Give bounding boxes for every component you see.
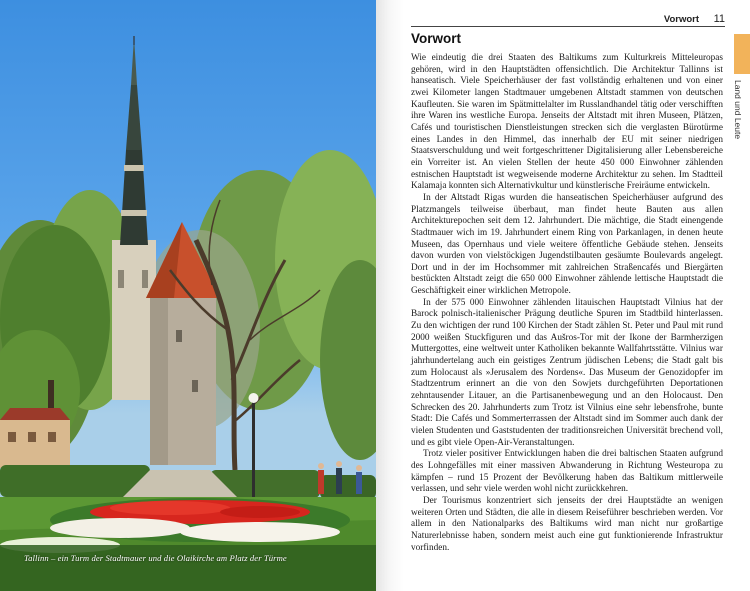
article-body — [411, 53, 723, 554]
paragraph-4: Trotz vieler positiver Entwicklungen haben die drei baltischen Staaten aufgrund des Lohngefälles mit einer massiven Abwanderung in Richtung Westeuropa zu kämpfen – rund 15 Prozent der Bevölkerung haben das Baltikum mittlerweile verlassen, und sehr viele werden wohl nicht zurückkehren. — [411, 449, 723, 495]
page-title: Vorwort — [411, 31, 461, 46]
paragraph-2: In der Altstadt Rigas wurden die hanseatischen Speicherhäuser aufgrund des Platzmangels teilweise überbaut, man findet heute Bauten aus allen Architekturepochen seit dem 12. Jahrhundert. Die mächtige, die Stadt einengende Stadtmauer wich im 19. Jahrhundert einem Ring von Parkanlagen, in denen heute Museen, das Opernhaus und viele weitere öffentliche Gebäude stehen. Jenseits davon wurden von vielstöckigen Jugendstilbauten gesäumte Boulevards angelegt. Dort und in der im Hochsommer mit zahlreichen Straßencafés und Biergärten bestückten Altstadt zeigt die 650 000 Einwohner zählende lettische Hauptstadt die Geschäftigkeit einer wirklichen Metropole. — [411, 192, 723, 297]
paragraph-1: Wie eindeutig die drei Staaten des Baltikums zum Kulturkreis Mitteleuropas gehören, wird in den Hauptstädten offensichtlich. Die Architektur Tallinns ist hanseatisch. Viele Speicherhäuser der fast vollständig erhaltenen und von einer zwei Kilometer langen Stadtmauer umgebenen Altstadt stammen von deutschen Kaufleuten. Sie waren im Spätmittelalter im Russlandhandel tätig oder verschifften ihre Waren ins westliche Europa. Jenseits der Altstadt mit ihren Museen, Plätzen, Cafés und touristischen Dienstleistungen strecken sich die verglasten Bürotürme eines Landes in den Himmel, das innerhalb der EU mit seiner niedrigen Staatsverschuldung und weit fortgeschrittener Digitalisierung aller Lebensbereiche ein Vorreiter ist. An vielen Stellen der heute 450 000 Einwohner zählenden estnischen Hauptstadt ist wegweisende moderne Architektur zu sehen. Im Stadtteil Kalamaja konnten sich Alternativkultur und künstlerische Freiräume entwickeln. — [411, 53, 723, 192]
page-number: 11 — [713, 13, 725, 25]
running-head: Vorwort — [663, 14, 699, 25]
buildings-left — [0, 408, 70, 468]
chapter-tab-marker — [734, 34, 750, 74]
page-header — [411, 14, 725, 27]
paragraph-3: In der 575 000 Einwohner zählenden litauischen Hauptstadt Vilnius hat der Barock polnisch-italienischer Prägung deutliche Spuren im Stadtbild hinterlassen. Zu den wichtigen der rund 100 Kirchen der Stadt zählen St. Peter und Paul mit rund 2000 weißen Stuckfiguren und das Aušros-Tor mit der Ikone der Barmherzigen Muttergottes, eine weltweit unter Katholiken bekannte Wallfahrtsstätte. Vilnius war jahrhundertelang auch ein geistiges Zentrum jüdischen Lebens; die Stadt galt bis zum Holocaust als »Jerusalem des Nordens«. Das Museum der Genozidopfer im Stadtzentrum erinnert an die von den Sowjets durchgeführten Deportationen zehntausender Litauer, an die Partisanenbewegung und an den Holocaust. Den Schrecken des 20. Jahrhunderts zum Trotz ist Vilnius eine sehr lebensfrohe, bunte Stadt: Die Cafés und Sommerterrassen der Altstadt sind im Sommer auch dank der vielen Studenten und Gaststudenten der traditionsreichen Universität brechend voll, und es gibt viele Open-Air-Veranstaltungen. — [411, 297, 723, 448]
paragraph-5: Der Tourismus konzentriert sich jenseits der drei Hauptstädte an wenigen weiteren Orten und Städten, die alle in diesem Reiseführer beschrieben werden. Vor allem in den Nationalparks des Baltikums wird man nicht nur großartige Naturerlebnisse haben, sondern meist auch eine gut funktionierende Infrastruktur vorfinden. — [411, 495, 723, 553]
chapter-tab-label: Land und Leute — [733, 80, 743, 140]
photo-caption: Tallinn – ein Turm der Stadtmauer und die Olaikirche am Platz der Türme — [24, 553, 287, 563]
page-gutter — [376, 0, 404, 591]
